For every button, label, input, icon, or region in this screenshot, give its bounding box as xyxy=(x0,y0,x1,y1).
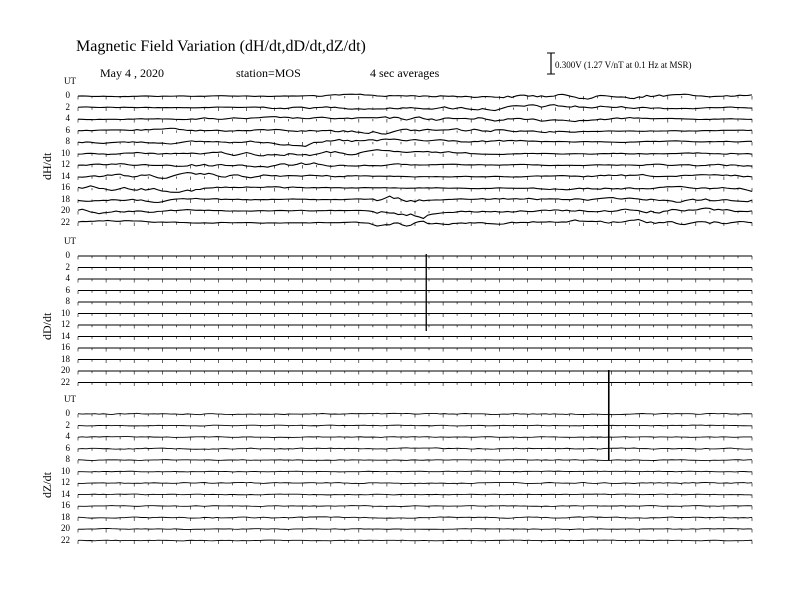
hour-label: 8 xyxy=(65,454,70,464)
trace-ticks xyxy=(78,268,752,272)
ut-label: UT xyxy=(64,236,76,246)
trace-ticks xyxy=(78,177,752,181)
hour-label: 12 xyxy=(61,477,70,487)
hour-label: 2 xyxy=(65,419,70,430)
hour-label: 10 xyxy=(61,147,70,158)
trace-ticks xyxy=(78,279,752,283)
trace-ticks xyxy=(78,223,752,227)
panel-label-0: dH/dt xyxy=(40,152,54,181)
hour-label: 16 xyxy=(61,342,70,352)
hour-label: 18 xyxy=(61,353,70,364)
hour-label: 20 xyxy=(61,205,70,215)
ut-label: UT xyxy=(64,76,76,86)
hour-label: 4 xyxy=(65,113,70,123)
trace-ticks xyxy=(78,256,752,260)
ut-label: UT xyxy=(64,394,76,404)
hour-label: 6 xyxy=(65,284,70,295)
scale-label: 0.300V (1.27 V/nT at 0.1 Hz at MSR) xyxy=(555,60,692,70)
trace-ticks xyxy=(78,314,752,318)
hour-label: 4 xyxy=(65,273,70,283)
panel-label-1: dD/dt xyxy=(40,312,54,341)
trace-ticks xyxy=(78,371,752,375)
hour-label: 20 xyxy=(61,365,70,375)
trace-ticks xyxy=(78,302,752,306)
hour-label: 2 xyxy=(65,261,70,272)
hour-label: 10 xyxy=(61,307,70,318)
trace-ticks xyxy=(78,483,752,487)
hour-label: 14 xyxy=(61,330,70,341)
hour-label: 8 xyxy=(65,136,70,146)
hour-label: 22 xyxy=(61,534,70,545)
hour-label: 16 xyxy=(61,182,70,192)
panel-label-2: dZ/dt xyxy=(40,472,54,499)
hour-label: 6 xyxy=(65,124,70,135)
trace-ticks xyxy=(78,360,752,364)
trace-ticks xyxy=(78,383,752,387)
trace-ticks xyxy=(78,325,752,329)
trace-ticks xyxy=(78,200,752,204)
hour-label: 22 xyxy=(61,376,70,387)
hour-label: 0 xyxy=(65,90,70,100)
hour-label: 16 xyxy=(61,500,70,510)
hour-label: 12 xyxy=(61,159,70,169)
station-label: station=MOS xyxy=(236,66,301,80)
trace-ticks xyxy=(78,291,752,295)
hour-label: 14 xyxy=(61,488,70,499)
hour-label: 20 xyxy=(61,523,70,533)
trace-ticks xyxy=(78,495,752,499)
hour-label: 10 xyxy=(61,465,70,476)
hour-label: 8 xyxy=(65,296,70,306)
hour-label: 4 xyxy=(65,431,70,441)
hour-label: 22 xyxy=(61,216,70,227)
hour-label: 0 xyxy=(65,408,70,418)
chart-title: Magnetic Field Variation (dH/dt,dD/dt,dZ/dt) xyxy=(76,38,366,55)
trace-ticks xyxy=(78,348,752,352)
hour-label: 18 xyxy=(61,511,70,522)
hour-label: 12 xyxy=(61,319,70,329)
hour-label: 2 xyxy=(65,101,70,112)
averaging-label: 4 sec averages xyxy=(370,66,440,80)
hour-label: 14 xyxy=(61,170,70,181)
hour-label: 6 xyxy=(65,442,70,453)
hour-label: 0 xyxy=(65,250,70,260)
date-label: May 4 , 2020 xyxy=(100,66,164,80)
trace-ticks xyxy=(78,337,752,341)
hour-label: 18 xyxy=(61,193,70,204)
